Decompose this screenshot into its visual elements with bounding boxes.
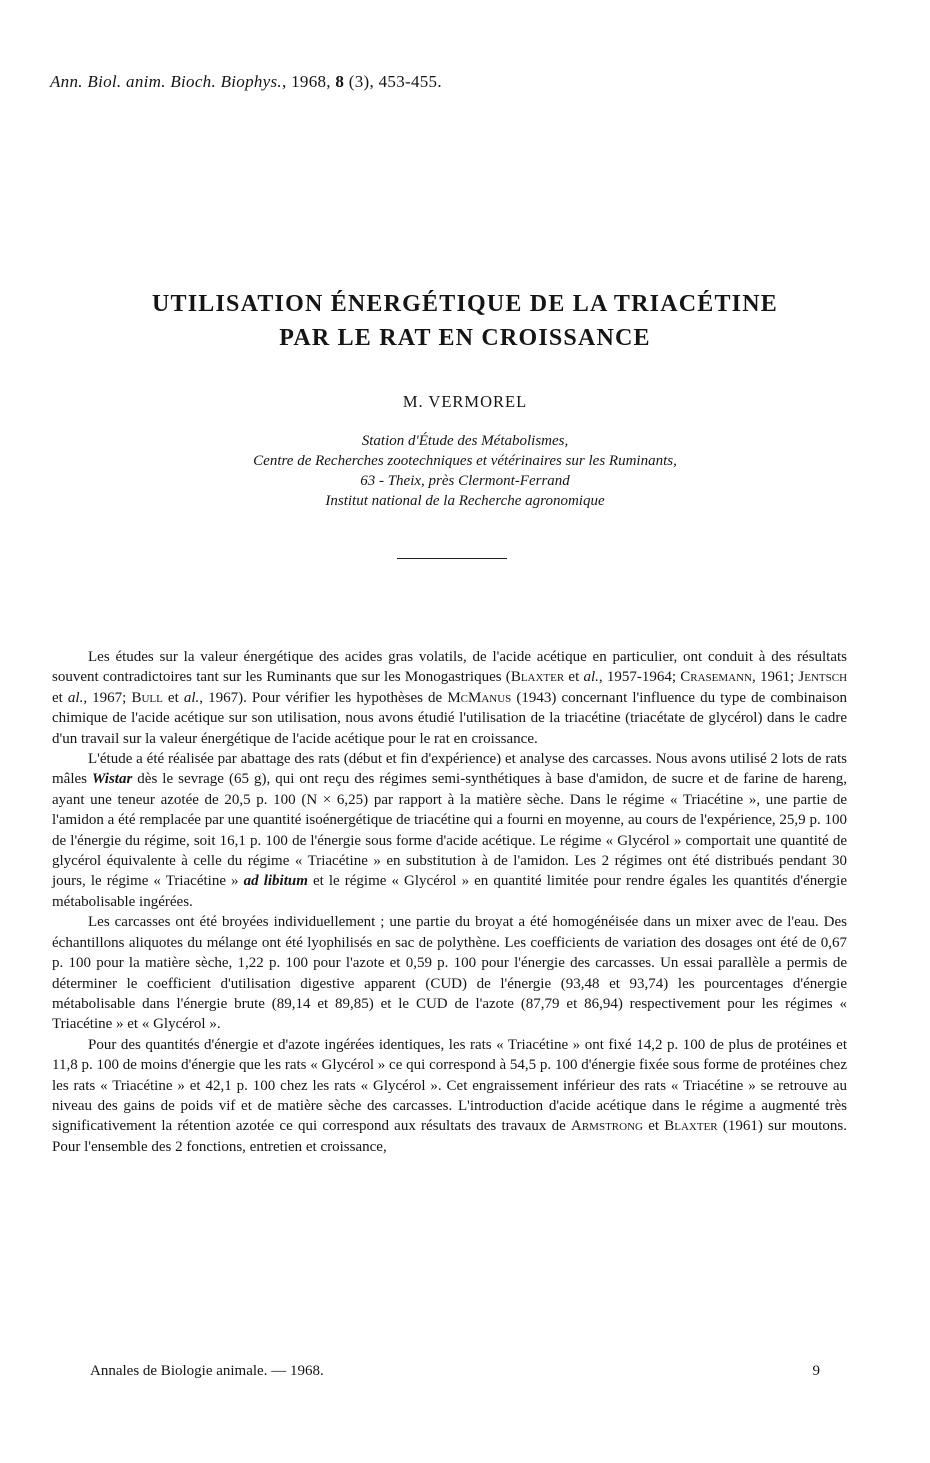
affiliation [0,431,930,511]
ad-libitum: ad libitum [243,873,308,890]
affiliation-line-4: Institut national de la Recherche agronomique [325,493,605,509]
text-run: , 1967). Pour vérifier les hypothèses de [199,689,448,706]
page-footer [90,1363,820,1380]
paragraph-4 [52,1035,847,1157]
author-ref: Armstrong [571,1118,643,1135]
affiliation-line-2: Centre de Recherches zootechniques et vétérinaires sur les Ruminants, [253,453,677,469]
author-ref: Bull [131,689,163,706]
text-run: et [162,689,184,706]
text-run: et le régime « Glycérol » en quantité limitée pour rendre égales les quantités d'énergie métabolisable ingérées. [52,873,847,910]
text-run: L'étude a été réalisée par abattage des rats (début et fin d'expérience) et analyse des carcasses. Nous avons utilisé 2 lots de rats mâles [52,751,847,788]
text-run: et [564,669,584,686]
author: M. VERMOREL [402,392,528,411]
journal-name: Ann. Biol. anim. Bioch. Biophys. [50,72,282,91]
text-run: dès le sevrage (65 g), qui ont reçu des régimes semi-synthétiques à base d'amidon, de sucre et de farine de hareng, ayant une teneur azotée de 20,5 p. 100 (N × 6,25) par rapport à la matière sèche. Dans le régime « Triacétine », une partie de l'amidon a été remplacée par une quantité isoénergétique de triacétine qui a fourni en moyenne, au cours de l'expérience, 25,9 p. 100 de l'énergie du régime, soit 16,1 p. 100 de l'énergie sous forme d'acide acétique. Le régime « Glycérol » comportait une quantité de glycérol équivalente à celle du régime « Triacétine » en substitution à de l'amidon. Les 2 régimes ont été distribués pendant 30 jours, le régime « Triacétine » [52,771,847,890]
text-run: Pour des quantités d'énergie et d'azote ingérées identiques, les rats « Triacétine » ont fixé 14,2 p. 100 de plus de protéines et 11,8 p. 100 de moins d'énergie que les rats « Glycérol » ce qui correspond à 54,5 p. 100 d'énergie fixée sous forme de protéines chez les rats « Triacétine » et 42,1 p. 100 chez les rats « Glycérol ». Cet engraissement inférieur des rats « Triacétine » se retrouve au niveau des gains de poids vif et de matière sèche des carcasses. L'introduction d'acide acétique dans le régime a augmenté très significativement la rétention azotée ce qui correspond aux résultats des travaux de [52,1036,847,1135]
separator-rule [397,558,507,559]
text-run: (1961) sur moutons. Pour l'ensemble des 2 fonctions, entretien et croissance, [52,1118,848,1155]
author-ref: Blaxter [664,1118,718,1135]
author-ref: Crasemann [680,669,753,686]
journal-volume: 8 [335,72,345,91]
text-run: Les études sur la valeur énergétique des acides gras volatils, de l'acide acétique en particulier, ont conduit à des résultats souvent contradictoires tant sur les Ruminants que sur les Monogastriques ( [52,649,847,686]
author-ref: Jentsch [798,669,848,686]
affiliation-line-3: 63 - Theix, près Clermont-Ferrand [360,473,570,489]
paper-title [0,287,930,355]
paragraph-1 [52,647,847,749]
text-run: , 1961; [752,669,799,686]
paragraph-2 [52,749,847,912]
title-line-1: UTILISATION ÉNERGÉTIQUE DE LA TRIACÉTINE [152,291,778,317]
text-run: et [52,689,68,706]
text-run: , 1957-1964; [598,669,681,686]
et-al: al. [583,669,599,686]
journal-year: , 1968, [282,72,336,91]
et-al: al. [183,689,200,706]
journal-header [50,72,442,92]
text-run: et [642,1118,665,1135]
text-run: , 1967; [83,689,132,706]
page-number: 9 [812,1363,820,1379]
title-line-2: PAR LE RAT EN CROISSANCE [279,325,651,351]
paragraph-3: Les carcasses ont été broyées individuellement ; une partie du broyat a été homogénéisée dans un mixer avec de l'eau. Des échantillons aliquotes du mélange ont été lyophilisés en sac de polythène. Les coefficients de variation des dosages ont été de 0,67 p. 100 pour la matière sèche, 1,22 p. 100 pour l'azote et 0,59 p. 100 pour l'énergie des carcasses. Un essai parallèle a permis de déterminer le coefficient d'utilisation digestive apparent (CUD) de l'énergie (93,48 et 93,74) les pourcentages d'énergie métabolisable dans l'énergie brute (89,14 et 89,85) et le CUD de l'azote (87,79 et 86,94) respectivement pour les régimes « Triacétine » et « Glycérol ». [52,914,847,1033]
footer-journal: Annales de Biologie animale. — 1968. [90,1363,324,1379]
author-ref: Blaxter [510,669,565,686]
journal-issue-pages: (3), 453-455. [344,72,442,91]
affiliation-line-1: Station d'Étude des Métabolismes, [361,433,569,449]
author-ref: McManus [447,689,512,706]
text-run: (1943) concernant l'influence du type de combinaison chimique de l'acide acétique sur son utilisation, nous avons étudié l'utilisation de la triacétine (triacétate de glycérol) dans le cadre d'un travail sur la valeur énergétique de l'acide acétique pour le rat en croissance. [52,689,847,747]
et-al: al. [67,689,84,706]
strain-name: Wistar [92,771,133,788]
body-text [52,647,847,1157]
